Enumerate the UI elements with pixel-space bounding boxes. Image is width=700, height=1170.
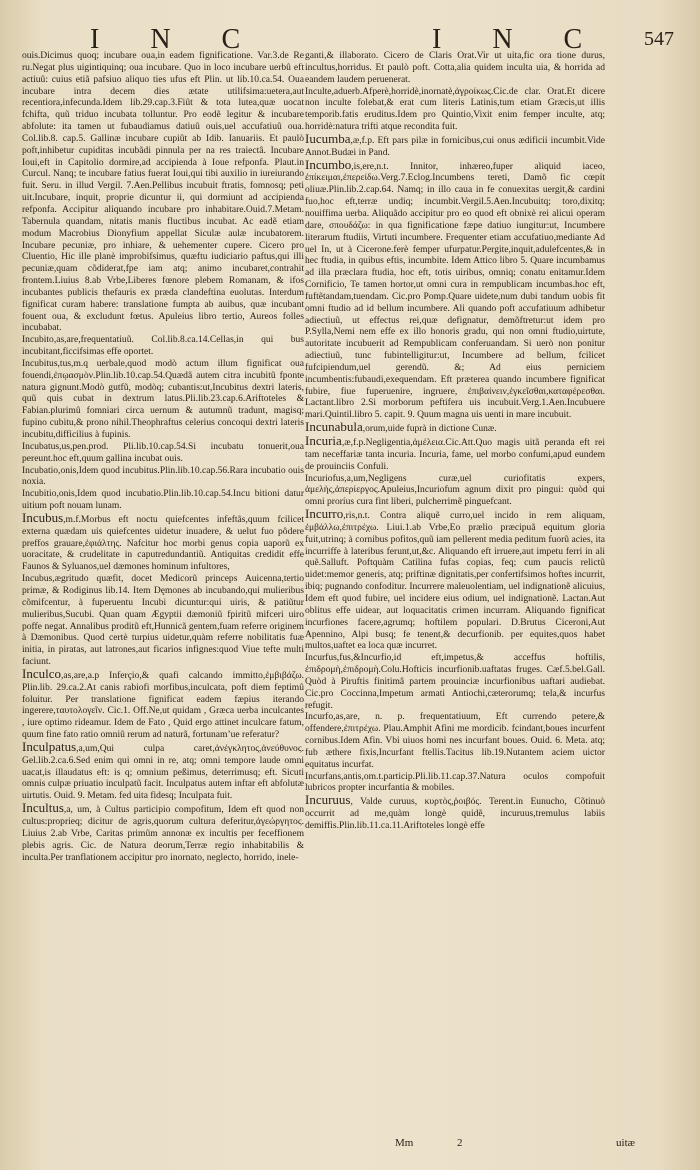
entry-headword: Incubus [22,509,64,525]
entry-text: ,is,ere,n.t. Innitor, inhæreo,fuper aliquid iaceo, ἐπίκειμαι,ἐπερείδω.Verg.7.Eclog.Incumbens tereti, Damõ fic cœpit oliuæ.Plin.lib.2.cap.64. Namq; in illo caua in fe conuexitas uergit,& cardini fuo,hoc eft,terræ undiq; incumbit.Vergil.5.Aen.Incubuitq; toro,dixitq; nouiffima uerba. Aliquãdo accipitur pro eo quod eft obnixè rei alicui operam dare, σπουδάζω: in qua fignificatione fæpe datiuo iungitur:ut, Incumbere literarum ftudiis, Virtuti incumbere. Frequenter etiam accufatiuo,mediante Ad uel In, ut à Cicerone.ferè femper ufurpatur.Pergite,inquit,adulefcentes,& in hec ftudia, in quibus eftis, incumbite. Idem Attico libro 5. Quare incumbamus ad illa præclara ftudia, hoc eft, totis uiribus, omniq; conatu enitamur.Idem Cornificio, Te tamen hortor,ut omni cura in rempublicam incumbas.hoc eft, fuftẽtandam,tuendam. Cic.pro Pomp.Quare uidete,num dubi tandum uobis fit omni ftudio ad id bellum incumbere. Ali quando poft accufatiuum adhibetur adiectiuũ, ut effectus rei,quæ defignatur, demõftretur:ut idem pro P.Sylla,Nemi nem effe ex illo honoris gradu, qui non omni ftudio,uirtute, autoritate incubuerit ad Rempublicam conferuandam. Si uerò non ponitur adiectiuũ, tunc fubintelligitur:ut, Incumbere ad bellum, fcilicet fufcipiendum,uel gerendũ. &; Ad eius perniciem incumbentis:fubaudi,exequendam. Eft præterea quando incumbere fignificat fubire, fiue fuperuenire, ingruere, ἐπιβαίνειν,ἐγκεῖσθαι,καταφέρεσθαι. Lactant.libro 2.Si morborum peftifera uis incubuit.Verg.1.Aen.Incubuere mari.Quintil.libro 5. capit. 9. Quum magna uis uenti in mare incubuit. [305,160,605,421]
entry-headword: Incuruus [305,792,351,808]
dictionary-entry [22,358,304,441]
entry-headword: Incurro [305,506,344,522]
entry-text: Incuriofus,a,um,Negligens curæ,uel curiofitatis expers, ἀμελὴς,ἀπερίεργος.Apuleius,Incuriofum agnum dixit pro pingui: quòd qui omni proríus cura fint liberi, pulcherrimẽ pinguefcant. [305,472,605,508]
signature-mark: Mm [395,1137,414,1149]
entry-text: ,a, um, à Cultus participio compofitum, Idem eft quod non cultus:proprieq; dicitur de agris,quorum cultura deferitur,ἀγεώργητος. Liuius 2.ab Vrbe, Caritas primũm annonæ ex incultis per feceffionem plebis agris. Cic. de Natura deorum,Terræ regio inhabitabilis & inculta.Per tranflationem accipitur pro inornato, neglecto, horrido, inele- [22,804,304,863]
entry-text: ,æ,f.p.Negligentia,ἀμέλεια.Cic.Att.Quo magis uitã peranda eft rei tam neceffariæ tanta incuria. Incuria, fame, uel morbo confumi,apud eundem de prouinciis Confuli. [305,437,605,472]
entry-text: Incubatio,onis,Idem quod incubitus.Plin.lib.10.cap.56.Rara incubatio ouis noxia. [22,464,304,488]
dictionary-entry [305,130,605,159]
entry-text: Incurfans,antis,om.t.particip.Pli.lib.11.cap.37.Natura oculos compofuit lubricos propter incurfantia & mobiles. [305,770,605,794]
dictionary-entry [22,50,304,334]
right-column [305,50,605,1120]
entry-text: ,m.f.Morbus eft noctu quiefcentes infeftãs,quum fcilicet externa quædam uis quiefcentes uidetur inuadere, & uelut fuo pôdere preffos grauare,ἐφιάλτης. Nafcitur hoc morbi genus copia uaporũ ex uoracitate, & crudelitate in caputredundantiũ. Antiquitas credidit effe Faunos & Syluanos,uel dæmones hominum infultores, [22,513,304,573]
entry-text: Incubatus,us,pen.prod. Pli.lib.10.cap.54.Si incubatu tonuerit,oua pereunt.hoc eft,quum gallina incubat ouis. [22,440,304,464]
page-footer [395,1137,635,1151]
entry-text: Incubitus,tus,m.q uerbale,quod modò actum illum fignificat oua fouendi,ἐπῳασμὸν.Plin.lib.10.cap.54.Quædã autem citra incubitũ fponte natura gignunt.Modò gutfũ, modòq; cubantis:ut,Incubitus dextri lateris, quũ quis cubat in dextrum latus.Pli.lib.23.cap.6.Ariftoteles & Fabian.plurimû fomniari circa uernum & autumnũ tradunt, magisq; fupino cubitu,& prono nihil.Theophraftus celerius concoqui dextri lateris incubitu,difficilius à fupinis. [22,357,304,440]
left-column [22,50,304,1120]
dictionary-entry [305,771,605,795]
entry-headword: Incunabula [305,419,363,435]
dictionary-entry [22,738,304,802]
entry-text: Incurfo,as,are, n. p. frequentatiuum, Eft currendo petere,& offendere,ἐπιτρέχω. Plau.Amphit Afini me mordicib. fcindant,boues incurfent cornibus.Idem Afin. Vbi uiuos homi nes incurfant boues. Ouid. 6. Meta. atq; fub æthere fixis,Incurfant ftellis.Tacitus lib.19.Nutantem aciem uictor equitatus incurfat. [305,711,605,770]
entry-text: ganti,& illaborato. Cicero de Claris Orat.Vir ut uita,fic ora tione durus, incultus,horridus. Et paulò poft. Cotta,alia quidem inculta uia, & horrida ad eandem laudem peruenerat. [305,50,605,85]
dictionary-entry [305,421,605,435]
dictionary-entry [305,652,605,711]
dictionary-entry [22,573,304,668]
entry-text: Incurfus,fus,&Incurfio,id eft,impetus,& acceffus hoftilis, ἐπιδρομὴ,ἐπιδρομὴ.Colu.Hofticis incurfionib.uaftatas fruges. Cæf.5.bel.Gall. Quòd à Piruftis finitimâ partem prouinciæ incurfionibus uaftari audiebat. Cic.pro Coccinna,Impetum armati Antiochi,cæterorumq; tela,& incurfus refugit. [305,652,605,711]
dictionary-entry [305,711,605,770]
catchword: uitæ [616,1137,635,1149]
entry-text: , Valde curuus, κυρτὸς,ῥοιβός. Terent.in Eunucho, Cõtinuò occurrit ad me,quàm longè quidẽ, incuruus,tremulus labiis demiffis.Plin.lib.11.ca.11.Ariftoteles longè effe [305,796,605,831]
dictionary-entry [305,794,605,832]
entry-text: ,orum,uide fuprà in dictione Cunæ. [362,423,497,435]
entry-text: ,æ,f.p. Eft pars pilæ in fornicibus,cui onus ædificii incumbit.Vide Annot.Budæi in Pand. [305,134,605,158]
entry-headword: Inculpatus [22,738,77,754]
entry-text: Incubitio,onis,Idem quod incubatio.Plin.lib.10.cap.54.Incu bitioni datur uitium poft nouam lunam. [22,488,304,512]
dictionary-entry [22,665,304,741]
entry-text: ouis.Dicimus quoq; incubare oua,in eadem fignificatione. Var.3.de Re ru.Negat plus uigintiquinq; oua incubare. Quo in loco incubare uerbû eft actiuû: cuius etiã pafsiuo aliquo ties ufus eft Plin. ut lib.10.ca.54. Oua incubare intra decem dies ætate utilifsima:uetera,aut recentiora,infecunda.Idem lib.29.cap.3.Fiût & tota lutea,quæ uocat fchifta, quũ triduo incubata tolluntur. Pro eodẽ legitur & incubare abfolute: ita tamen ut fubaudiamus datiuû ouis,uel accufatiuû oua. Col.lib.8. cap.5. Gallinæ incubare cupiût ab Idib. Ianuariis. Et paulò poft,inhibetur cupiditas incubãdi pinnula per na res traiectâ. Incubare Ioui,eft in Capitolio dormire,ad accipienda à Ioue refponfa. Plaut.in Curcul. Nanq; te incubare fatius fuerat Ioui,qui tibi auxilio in iureiurando fuit. Seru. in illud Vergil. 7.Aen.Pellibus incubuit ftratis, fomnosq; peti uit.Incubare, inquit, proprie dicuntur ii, qui dormiunt ad accipienda refponfa. Accipitur aliquando incubare pro inhabitare.Ouid.7.Metam. Tabernula quandam, nitatis manis fluctibus incubat. Ac eadẽ etiam modum Macrobius Dionyfium appellat Siculæ aulæ incubatorem. Incubare pecuniæ, pro inhiare, & uehementer cupere. Cicero pro Cluentio, Hic ille planè improbifsimus, quæftu iudiciario paftus,qui illi pecuniæ,quam cõdiderat,fpe iam atq; animo incubaret,contrahit frontem.Liuius 8.ab Vrbe,Liberes fœnore plebem Romanam, & ifos incubantes publicis thefauris ex præda clandeftina euolutas. Interdum fignificat curam habere: translatione fumpta ab auibus, quæ incubant fouent oua, & excludunt fœtus. Apuleius libro tertio, Aureos folles incubabat. [22,50,304,334]
dictionary-entry [22,465,304,489]
left-running-title: I N C [90,24,263,55]
entry-headword: Iucumba [305,130,351,146]
entry-text: ,ris,n.t. Contra aliquẽ curro,uel incido in rem aliquam, ἐμβάλλω,ἐπιτρέχω. Liui.1.ab Vrbe,Eo prælio præcipuã equitum gloria fuit,utrinq; à cornibus pofitos,quũ iam pellerent media peditum fuorũ acies, ita incurriffe à lateribus ferunt,ut,&c. Aliquando eft irruere,aut impetu ferri in ali quẽ.Salluft. Poftquàm Catilina fufas copias, feq; cum paucis relictũ uidet:memor generis, atq; priftinæ dignitatis,per confertifsimos hoftes incurrit, ibiq; pugnando confoditur. Incurrere maleuolentiam, uel indignationẽ alicuius, Idem eft quod fubire, uel incidere eius odium, uel indignationẽ. Lactan.Aut oblitus effe uidear, aut loquacitatis crimen incurram. Aliquando fignificat incurfiones facere,agrumq; hoftilem populari. D.Brutus Ciceroni,Aut Apennino, Alpi busq; fe tenent,& decurfionib. per equites,quos habet multos,uaftet ea loca quæ incurret. [305,510,605,652]
entry-headword: Inculco [22,665,61,681]
dictionary-entry [305,508,605,652]
entry-headword: Incuria [305,433,342,448]
dictionary-entry [22,441,304,465]
entry-text: Inculte,aduerb.Afperè,horridè,inornatè,ἀγροίκως.Cic.de clar. Orat.Et dicere non inculte folebat,& erat cum literis Latinis,tum etiam Græcis,ut illis temporib.fatis eruditus.Idem pro Quintio,Vixit enim femper inculte, atq; horridè:natura trifti atque recondita fuit. [305,85,605,133]
entry-text: Incubus,ægritudo quæfit, docet Medicorũ princeps Auicenna,tertio primæ, & Rodiginus lib.14. Item Dęmones ab incubando,qui mulieribus cõmifcentur, à fuperuentu Incubi dicuntur:qui uiris, & patiũtur mulieribus,Sucubi. Quan quam Ægyptii dæmoniũ fpiritũ mifceri uiro poffe negat. Annalibus proditũ eft,Hunnicã gentem,fuam referre originem à Dæmonibus. Quod certè turpius uidetur,quàm referre nobilitatis fuæ initia, in piratas, aut latrones,aut ficarios infignes:quod Viue tefte multi faciunt. [22,573,304,668]
entry-text: Incubito,as,are,frequentatiuũ. Col.lib.8.ca.14.Cellas,in qui bus incubitant,ficcifsimas effe oportet. [22,334,304,358]
dictionary-entry [22,802,304,863]
entry-text: ,as,are,a.p Inferçio,& quafi calcando immitto,ἐμβιβάζω. Plin.lib. 29.ca.2.At canis rabiofi morfibus,inculcata, poft diem feptimû foluitur. Per translatione fignificat eadem fæpius iterando ingerere,ταυτολογεῖν. Cic.1. Off.Ne,ut quidam , Græca uerba inculcantes , iure optimo rideamur. Idem de Fato , Quid ergo attinet inculcare fatum, quum fine fato ratio omniũ rerum ad naturã, fortunamʼue referatur? [22,669,304,741]
entry-text: ,a,um,Qui culpa caret,ἀνέγκλητος,ἀνεύθυνος. Gel.lib.2.ca.6.Sed enim qui omni in re, atq; omni tempore laude omni uacat,is illaudatus eft: is q; omnium peßimus, deterrimusq; eft. Sicuti omnis culpæ priuatio inculpatũ facit. Inculpatus autem inftar eft abfolutæ uirtutis. Ouid. 9. Metam. fed uita fidesq; Inculpata fuit. [22,742,304,802]
dictionary-entry [305,473,605,509]
dictionary-entry [305,435,605,473]
dictionary-entry [22,509,304,573]
signature-number: 2 [457,1137,463,1149]
dictionary-entry [22,334,304,358]
page-number: 547 [644,28,674,50]
dictionary-entry [22,488,304,512]
dictionary-entry [305,50,605,86]
dictionary-entry [305,86,605,133]
dictionary-entry [305,156,605,422]
right-running-title: I N C [432,24,605,55]
entry-headword: Incumbo [305,156,352,172]
entry-headword: Incultus [22,800,64,816]
